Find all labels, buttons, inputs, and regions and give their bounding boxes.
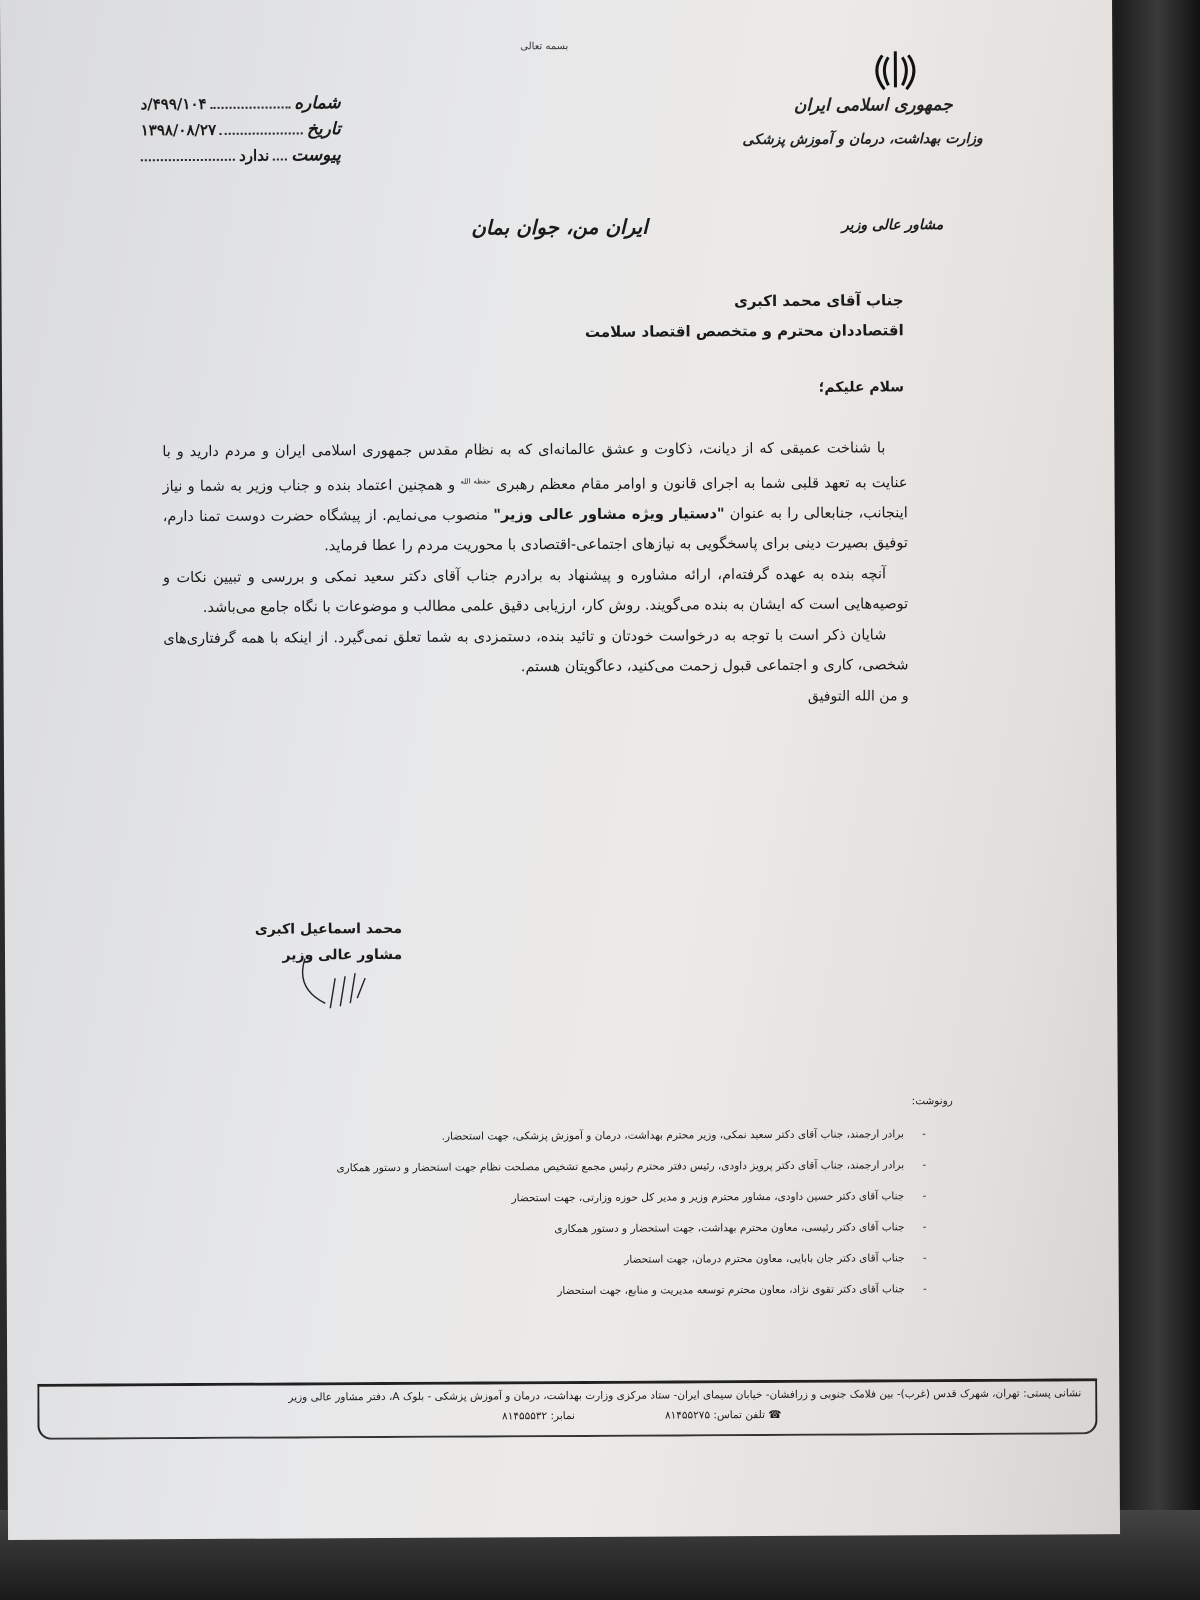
greeting: سلام علیکم؛ [818, 379, 905, 396]
number-label: شماره [294, 93, 341, 114]
p1-superscript: حفظه الله [460, 476, 491, 486]
footer-fax: نمابر: ۸۱۴۵۵۵۳۲ [502, 1410, 575, 1423]
paragraph-1 [162, 433, 908, 563]
closing: و من الله التوفیق [807, 688, 909, 705]
cc-item: - جناب آقای دکتر تقوی نژاد، معاون محترم توسعه مدیریت و منابع، جهت استحضار [157, 1274, 927, 1309]
recipient-name: جناب آقای محمد اکبری [733, 291, 904, 311]
recipient [585, 285, 904, 347]
paragraph-2: آنچه بنده به عهده گرفته‌ام، ارائه مشاوره و پیشنهاد به برادرم جناب آقای دکتر سعید نمکی و بررسی و تبیین نکات و توصیه‌هایی است که ایشان به بنده می‌گویند. روش کار، ارزیابی دقیق علمی مطالب و موضوعات با نگاه جامع می‌باشد. [162, 566, 909, 617]
cc-title: رونوشت: [911, 1095, 953, 1108]
attachment-label: پیوست [291, 145, 341, 166]
handwritten-signature [295, 948, 375, 1018]
letterhead-footer [37, 1378, 1097, 1440]
p1-text-c: منصوب می‌نمایم. از پیشگاه حضرت دوست تمنا دارم، توفیق بصیرت دینی برای پاسخگویی به نیازهای اجتماعی-اقتصادی با محوریت مردم را عطا فرماید. [162, 507, 908, 555]
appointment-title: "دستیار ویژه مشاور عالی وزیر" [493, 506, 725, 524]
paragraph-3: شایان ذکر است با توجه به درخواست خودتان و تائید بنده، دستمزدی به شما تعلق نمی‌گیرد. از اینکه با همه گرفتاری‌های شخصی، کاری و اجتماعی قبول زحمت می‌کنید، دعاگویتان هستم. [163, 627, 909, 676]
logo-republic: جمهوری اسلامی ایران [793, 95, 953, 116]
date-value: ۱۳۹۸/۰۸/۲۷ [140, 120, 217, 140]
signer-title: مشاور عالی وزیر [282, 946, 403, 964]
recipient-title: اقتصاددان محترم و متخصص اقتصاد سلامت [584, 321, 904, 341]
cc-list [156, 1119, 927, 1309]
cc-item: - برادر ارجمند، جناب آقای دکتر پرویز داودی، رئیس دفتر محترم رئیس مجمع تشخیص مصلحت نظام جهت استحضار و دستور همکاری [156, 1150, 926, 1185]
bismillah: بسمه تعالی [520, 41, 569, 53]
footer-phone: ☎ تلفن تماس: ۸۱۴۵۵۲۷۵ [664, 1408, 782, 1422]
p1-text-a: با شناخت عمیقی که از دیانت، ذکاوت و عشق عالمانه‌ای که به نظام مقدس جمهوری اسلامی ایران و مردم دارید و با عنایت به تعهد قلبی شما به اجرای قانون و اوامر مقام معظم رهبری [162, 440, 908, 493]
signer-name: محمد اسماعیل اکبری [254, 920, 403, 938]
cc-item: - جناب آقای دکتر رئیسی، معاون محترم بهداشت، جهت استحضار و دستور همکاری [156, 1212, 926, 1247]
iran-emblem-icon [870, 47, 920, 93]
number-value: ۴۹۹/۱۰۴/د [140, 94, 207, 114]
attachment-value: ندارد [239, 146, 270, 165]
p1-text-b: و همچنین اعتماد بنده و جناب وزیر به شما و نیاز اینجانب، جنابعالی را به عنوان [162, 476, 908, 523]
office-title: مشاور عالی وزیر [841, 217, 944, 234]
logo-ministry: وزارت بهداشت، درمان و آموزش پزشکی [742, 130, 983, 149]
date-label: تاریخ [306, 119, 341, 140]
slogan: ایران من، جوان بمان [471, 214, 648, 240]
cc-item: - جناب آقای دکتر حسین داودی، مشاور محترم وزیر و مدیر کل حوزه وزارتی، جهت استحضار [156, 1181, 926, 1216]
cc-item: - برادر ارجمند، جناب آقای دکتر سعید نمکی، وزیر محترم بهداشت، درمان و آموزش پزشکی، جهت استحضار. [156, 1119, 926, 1154]
letter-body [162, 433, 908, 715]
letter-meta [140, 90, 340, 169]
cc-item: - جناب آقای دکتر جان بابایی، معاون محترم درمان، جهت استحضار [157, 1243, 927, 1278]
footer-address: نشانی پستی: تهران، شهرک قدس (غرب)- بین فلامک جنوبی و زرافشان- خیابان سیمای ایران- ستاد مرکزی وزارت بهداشت، درمان و آموزش پزشکی - بلوک A، دفتر مشاور عالی وزیر [288, 1387, 1082, 1404]
